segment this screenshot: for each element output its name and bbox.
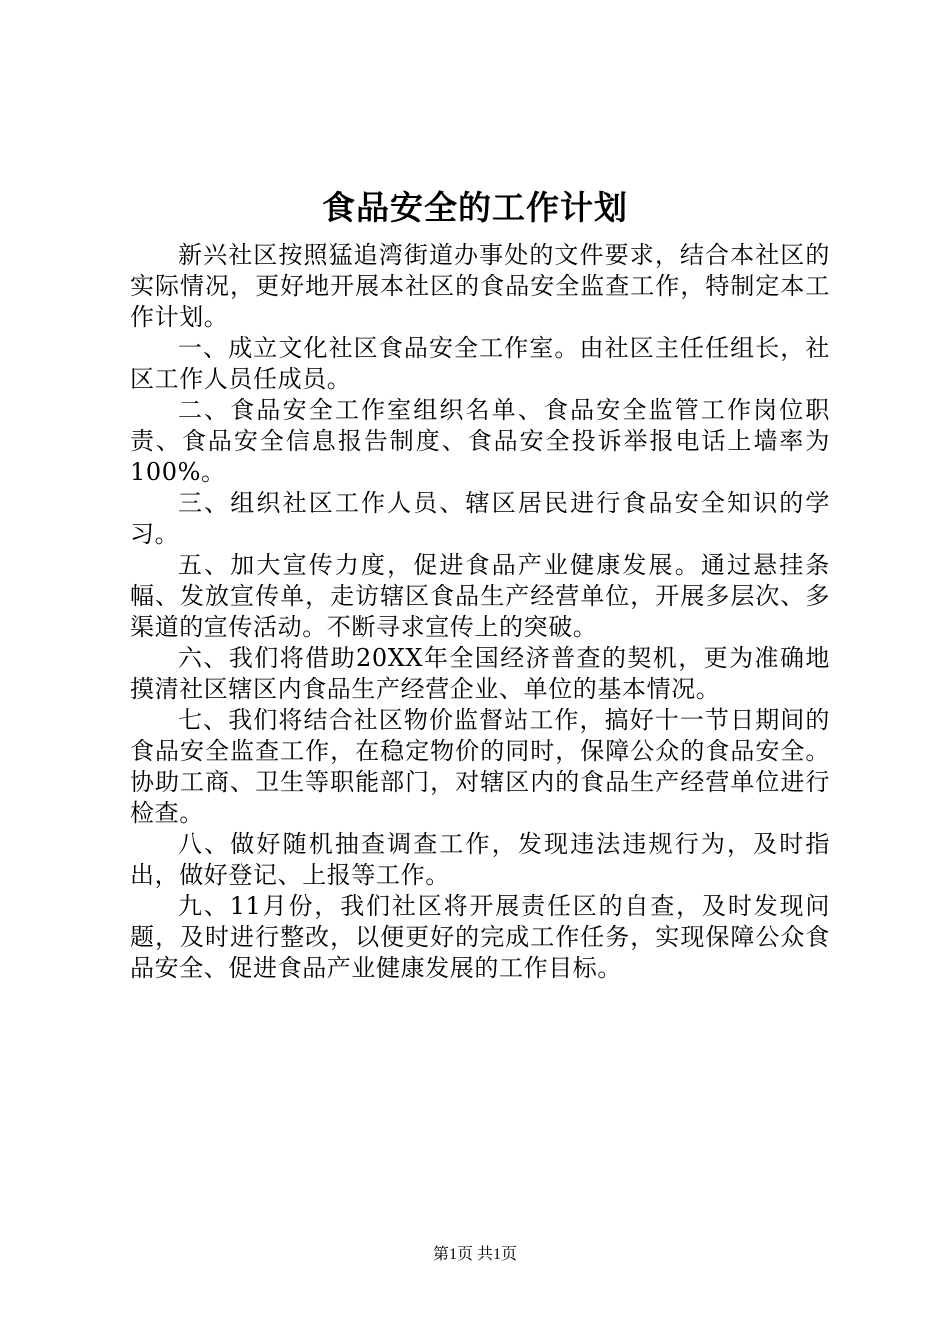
paragraph-item-1: 一、成立文化社区食品安全工作室。由社区主任任组长，社区工作人员任成员。 — [130, 334, 830, 393]
document-title: 食品安全的工作计划 — [322, 188, 628, 227]
paragraph-item-3: 三、组织社区工作人员、辖区居民进行食品安全知识的学习。 — [130, 489, 830, 548]
page-number-footer: 第1页 共1页 — [432, 1246, 517, 1263]
paragraph-item-6: 六、我们将借助20XX年全国经济普查的契机，更为准确地摸清社区辖区内食品生产经营企业、单位的基本情况。 — [130, 644, 830, 703]
paragraph-item-7: 七、我们将结合社区物价监督站工作，搞好十一节日期间的食品安全监查工作，在稳定物价的同时，保障公众的食品安全。协助工商、卫生等职能部门，对辖区内的食品生产经营单位进行检查。 — [130, 706, 830, 827]
paragraph-item-8: 八、做好随机抽查调查工作，发现违法违规行为，及时指出，做好登记、上报等工作。 — [130, 830, 830, 889]
document-body — [130, 240, 830, 984]
paragraph-item-5: 五、加大宣传力度，促进食品产业健康发展。通过悬挂条幅、发放宣传单，走访辖区食品生产经营单位，开展多层次、多渠道的宣传活动。不断寻求宣传上的突破。 — [130, 551, 830, 641]
paragraph-item-9: 九、11月份，我们社区将开展责任区的自查，及时发现问题，及时进行整改，以便更好的完成工作任务，实现保障公众食品安全、促进食品产业健康发展的工作目标。 — [130, 892, 830, 982]
paragraph-intro: 新兴社区按照猛追湾街道办事处的文件要求，结合本社区的实际情况，更好地开展本社区的食品安全监查工作，特制定本工作计划。 — [130, 241, 830, 331]
paragraph-item-2: 二、食品安全工作室组织名单、食品安全监管工作岗位职责、食品安全信息报告制度、食品安全投诉举报电话上墙率为100%。 — [130, 396, 830, 486]
